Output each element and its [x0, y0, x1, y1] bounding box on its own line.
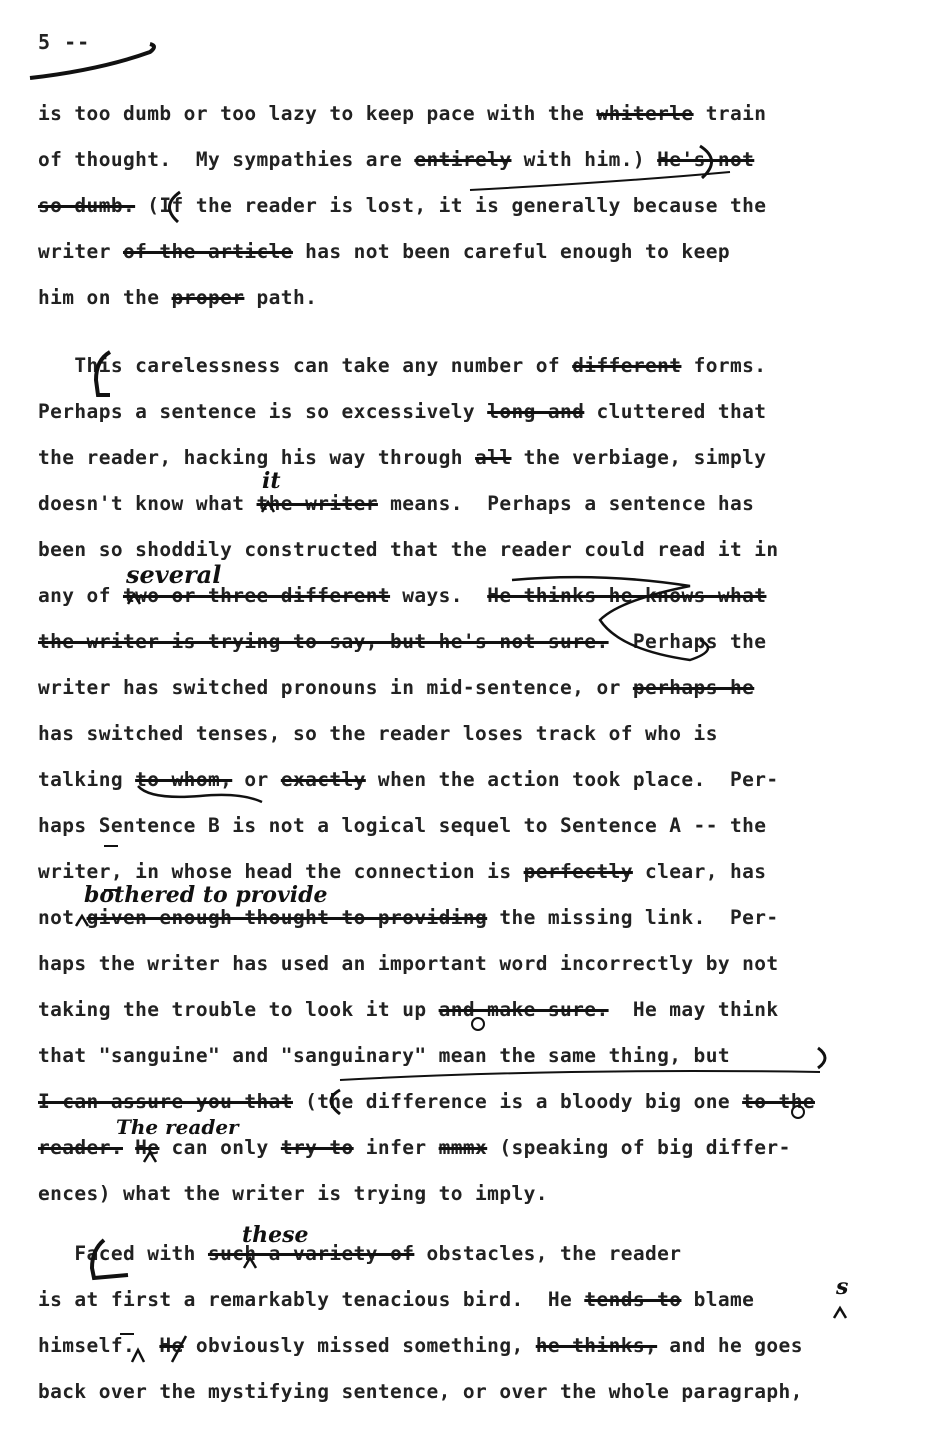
typed-text: talking	[38, 768, 136, 791]
typed-text: (the difference is a bloody big one	[292, 1090, 743, 1113]
paragraph-mark-2	[92, 1240, 128, 1278]
typed-text: obviously missed something,	[183, 1334, 536, 1357]
typed-text: taking the trouble to look it up	[38, 998, 439, 1021]
paragraph-mark-1	[96, 352, 110, 395]
typed-text: the reader, hacking his way through	[38, 446, 476, 469]
struck-text: he thinks,	[535, 1334, 658, 1357]
caret-icon	[76, 916, 88, 926]
loop-line-2	[340, 1071, 820, 1080]
typed-text: forms.	[681, 354, 767, 377]
struck-text: the writer is trying to say, but he's not sure.	[38, 630, 609, 653]
typed-text: He may think	[608, 998, 779, 1021]
deletion-loop	[512, 577, 708, 660]
typed-text: haps the writer has used an important word incorrectly by not	[38, 952, 779, 975]
typed-text: or	[232, 768, 281, 791]
struck-text: so dumb.	[38, 194, 136, 217]
handwritten-insertion-several: several	[126, 560, 222, 589]
typed-text: path.	[244, 286, 318, 309]
struck-text: all	[475, 446, 512, 469]
period-circle-icon	[792, 1106, 804, 1118]
struck-text: exactly	[280, 768, 366, 791]
struck-text: to whom,	[135, 768, 233, 791]
struck-text: proper	[171, 286, 245, 309]
struck-text: given enough thought to providing	[86, 906, 488, 929]
struck-text: He thinks he knows what	[487, 584, 767, 607]
typed-text: is too dumb or too lazy to keep pace with the	[38, 102, 597, 125]
struck-text: try to	[280, 1136, 354, 1159]
open-bracket-2	[331, 1090, 340, 1114]
typed-text: has switched tenses, so the reader loses track of who is	[38, 722, 718, 745]
typed-text: doesn't know what	[38, 492, 257, 515]
close-bracket-2	[818, 1048, 825, 1068]
handwritten-insertion-s: s	[836, 1274, 849, 1300]
struck-text: mmmx	[438, 1136, 488, 1159]
struck-text: entirely	[414, 148, 512, 171]
typed-text: that "sanguine" and "sanguinary" mean the same thing, but	[38, 1044, 730, 1067]
struck-text: perhaps he	[632, 676, 755, 699]
typed-text: writer, in whose head the connection is	[38, 860, 524, 883]
typed-text: the missing link. Per-	[487, 906, 779, 929]
typed-text: the verbiage, simply	[511, 446, 767, 469]
struck-text: whiterle	[596, 102, 694, 125]
typed-text: haps Sentence B is not a logical sequel to Sentence A -- the	[38, 814, 767, 837]
struck-text: such a variety of	[207, 1242, 415, 1265]
typed-text: not	[38, 906, 87, 929]
struck-text: tends to	[584, 1288, 682, 1311]
caret-icon	[834, 1308, 846, 1318]
typed-text: clear, has	[632, 860, 767, 883]
open-bracket-1	[169, 192, 180, 222]
typed-text: when the action took place. Per-	[365, 768, 779, 791]
handwritten-insertion-the-reader: The reader	[116, 1115, 239, 1139]
struck-text: He	[135, 1136, 160, 1159]
struck-text: He's not	[657, 148, 755, 171]
period-circle-icon	[472, 1018, 484, 1030]
typed-text: (If the reader is lost, it is generally because the	[135, 194, 767, 217]
typed-text: with him.)	[511, 148, 658, 171]
page-number: 5 --	[38, 30, 91, 54]
typed-text: Perhaps a sentence is so excessively	[38, 400, 488, 423]
typed-text: ways.	[390, 584, 488, 607]
struck-text: He	[159, 1334, 184, 1357]
typed-text: writer has switched pronouns in mid-sentence, or	[38, 676, 633, 699]
typed-text: back over the mystifying sentence, or over the whole paragraph,	[38, 1380, 803, 1403]
typed-text: of thought. My sympathies are	[38, 148, 415, 171]
loop-line-1	[470, 172, 730, 190]
typed-text: Faced with	[38, 1242, 208, 1265]
typed-text: This carelessness can take any number of	[38, 354, 573, 377]
typed-text: and he goes	[657, 1334, 803, 1357]
typed-text: himself.	[38, 1334, 160, 1357]
struck-text: perfectly	[523, 860, 633, 883]
caret-icon	[128, 594, 140, 604]
page-number-swoosh	[30, 44, 154, 78]
caret-icon	[244, 1258, 256, 1268]
struck-text: reader.	[38, 1136, 123, 1159]
handwritten-insertion-bothered: bothered to provide	[84, 882, 328, 908]
typed-text: (speaking of big differ-	[487, 1136, 791, 1159]
typed-text: been so shoddily constructed that the reader could read it in	[38, 538, 779, 561]
typed-text: writer	[38, 240, 123, 263]
typed-text: is at first a remarkably tenacious bird. He	[38, 1288, 585, 1311]
struck-text: the writer	[256, 492, 378, 515]
typed-text: infer	[353, 1136, 439, 1159]
struck-text: of the article	[122, 240, 293, 263]
typed-text: him on the	[38, 286, 172, 309]
caret-icon	[262, 502, 274, 512]
typed-text: train	[693, 102, 767, 125]
typed-text: Perhaps the	[608, 630, 767, 653]
typed-text: cluttered that	[584, 400, 767, 423]
deletion-loop	[138, 786, 262, 802]
typed-text: obstacles, the reader	[414, 1242, 682, 1265]
struck-text: and make sure.	[438, 998, 609, 1021]
handwritten-insertion-these: these	[242, 1222, 309, 1248]
typed-text: ences) what the writer is trying to imply.	[38, 1182, 548, 1205]
caret-icon	[132, 1350, 144, 1362]
struck-text: two or three different	[122, 584, 391, 607]
typed-text: has not been careful enough to keep	[292, 240, 730, 263]
handwritten-insertion-it: it	[262, 468, 281, 494]
strike-slash	[172, 1336, 186, 1362]
struck-text: different	[572, 354, 682, 377]
typed-text: can only	[159, 1136, 281, 1159]
typed-text: blame	[681, 1288, 755, 1311]
struck-text: to the	[742, 1090, 815, 1113]
typed-text: any of	[38, 584, 123, 607]
struck-text: I can assure you that	[38, 1090, 293, 1113]
typed-text: means. Perhaps a sentence has	[377, 492, 755, 515]
caret-icon	[144, 1152, 156, 1162]
struck-text: long and	[487, 400, 585, 423]
